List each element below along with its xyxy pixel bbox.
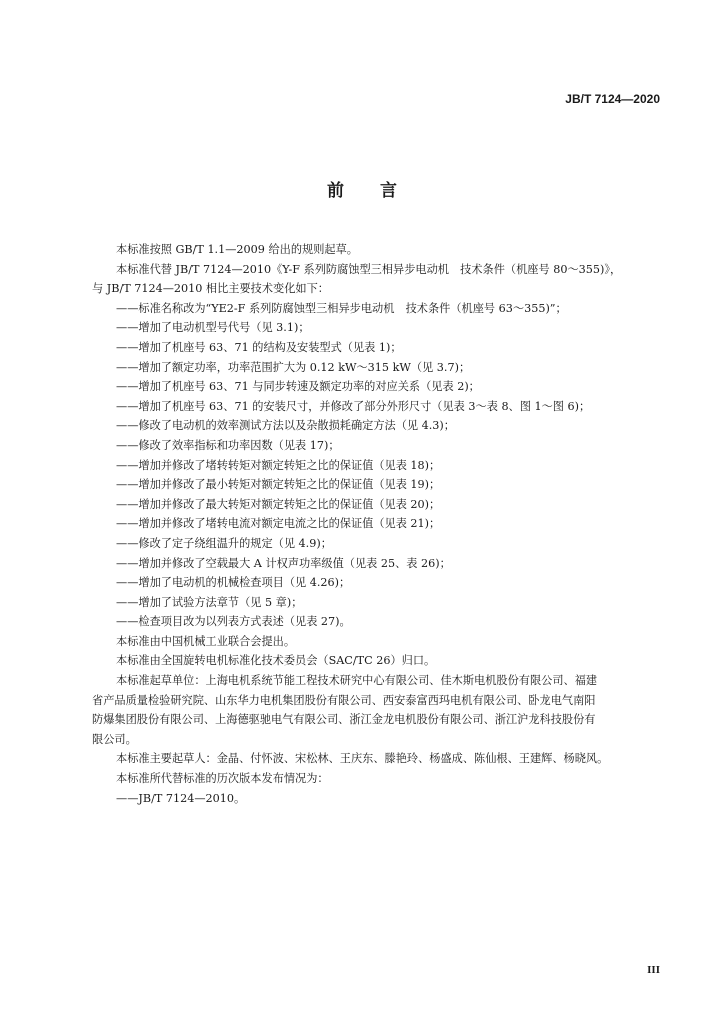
body-paragraph-line: 省产品质量检验研究院、山东华力电机集团股份有限公司、西安泰富西玛电机有限公司、卧龙电气南阳 (92, 693, 596, 707)
change-list-item: ——增加并修改了堵转转矩对额定转矩之比的保证值（见表 18)； (116, 458, 441, 472)
title-char-1: 前 (327, 181, 344, 201)
change-list-item: ——增加并修改了堵转电流对额定电流之比的保证值（见表 21)； (116, 517, 441, 531)
change-list-item: ——修改了定子绕组温升的规定（见 4.9)； (116, 536, 332, 550)
foreword-body (92, 240, 662, 808)
page-number: III (647, 964, 660, 976)
body-paragraph-line: 与 JB/T 7124—2010 相比主要技术变化如下： (92, 282, 329, 296)
change-list-item: ——增加了机座号 63、71 的安装尺寸，并修改了部分外形尺寸（见表 3～表 8、图 1～图 6)； (116, 399, 591, 413)
body-paragraph-line: 本标准代替 JB/T 7124—2010《Y-F 系列防腐蚀型三相异步电动机 技术条件（机座号 80～355)》， (116, 262, 622, 276)
change-list-item: ——标准名称改为“YE2-F 系列防腐蚀型三相异步电动机 技术条件（机座号 63～355)”； (116, 301, 567, 315)
page-title (0, 176, 724, 201)
document-code: JB/T 7124—2020 (565, 92, 660, 106)
body-paragraph-line: 本标准起草单位：上海电机系统节能工程技术研究中心有限公司、佳木斯电机股份有限公司、福建 (116, 674, 598, 688)
body-paragraph-line: 限公司。 (92, 732, 137, 746)
change-list-item: ——JB/T 7124—2010。 (116, 791, 246, 805)
change-list-item: ——检查项目改为以列表方式表述（见表 27)。 (116, 615, 351, 629)
change-list-item: ——增加并修改了空载最大 A 计权声功率级值（见表 25、表 26)； (116, 556, 451, 570)
change-list-item: ——增加了机座号 63、71 的结构及安装型式（见表 1)； (116, 340, 402, 354)
change-list-item: ——增加了试验方法章节（见 5 章)； (116, 595, 303, 609)
body-paragraph-line: 本标准按照 GB/T 1.1—2009 给出的规则起草。 (116, 243, 358, 256)
body-paragraph-line: 防爆集团股份有限公司、上海德驱驰电气有限公司、浙江金龙电机股份有限公司、浙江沪龙科技股份有 (92, 713, 596, 727)
body-paragraph-line: 本标准主要起草人：金晶、付怀波、宋松林、王庆东、滕艳玲、杨盛成、陈仙根、王建辉、杨晓风。 (116, 752, 609, 766)
body-paragraph-line: 本标准所代替标准的历次版本发布情况为： (116, 772, 329, 786)
change-list-item: ——增加并修改了最小转矩对额定转矩之比的保证值（见表 19)； (116, 478, 441, 492)
title-char-2: 言 (380, 181, 397, 201)
change-list-item: ——增加了额定功率，功率范围扩大为 0.12 kW～315 kW（见 3.7)； (116, 360, 471, 374)
change-list-item: ——增加了电动机的机械检查项目（见 4.26)； (116, 576, 351, 590)
body-paragraph-line: 本标准由全国旋转电机标准化技术委员会（SAC/TC 26）归口。 (116, 654, 436, 668)
change-list-item: ——修改了效率指标和功率因数（见表 17)； (116, 438, 340, 452)
change-list-item: ——增加了电动机型号代号（见 3.1)； (116, 321, 310, 335)
change-list-item: ——增加了机座号 63、71 与同步转速及额定功率的对应关系（见表 2)； (116, 380, 480, 394)
change-list-item: ——修改了电动机的效率测试方法以及杂散损耗确定方法（见 4.3)； (116, 419, 455, 433)
change-list-item: ——增加并修改了最大转矩对额定转矩之比的保证值（见表 20)； (116, 497, 441, 511)
body-paragraph-line: 本标准由中国机械工业联合会提出。 (116, 634, 296, 648)
